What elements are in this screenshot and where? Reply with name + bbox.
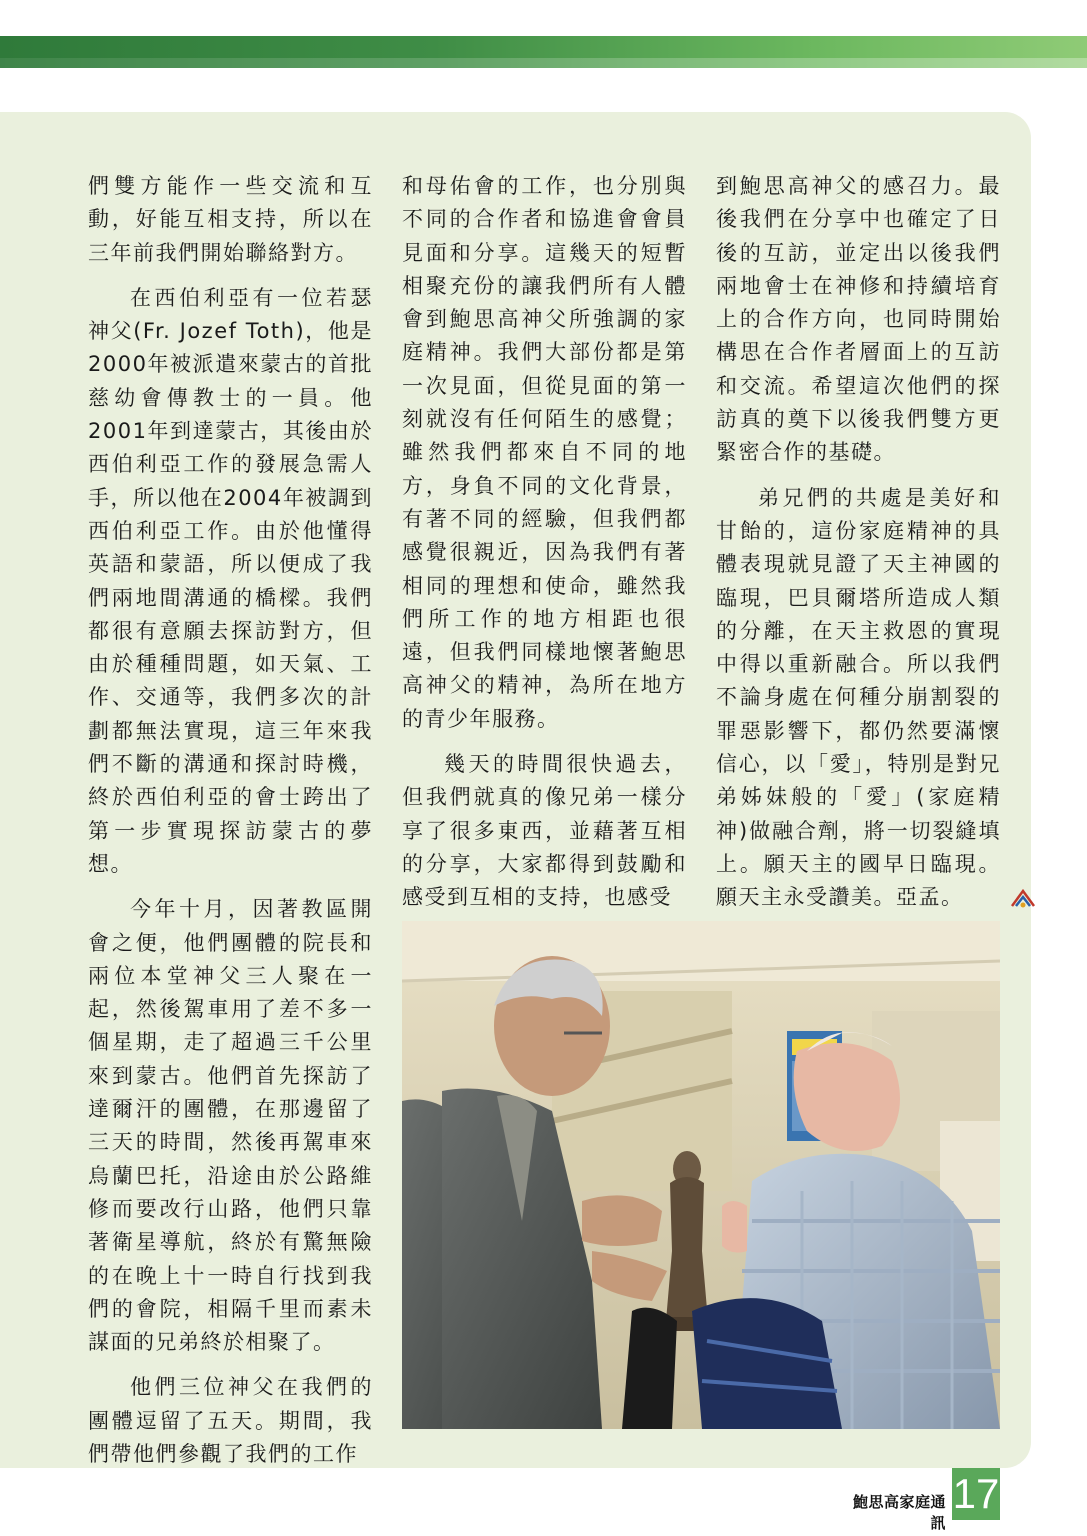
paragraph: 在西伯利亞有一位若瑟神父(Fr. Jozef Toth)，他是2000年被派遣來蒙古的首批慈幼會傳教士的一員。他2001年到達蒙古，其後由於西伯利亞工作的發展急需人手，所以他在2004年被調到西伯利亞工作。由於他懂得英語和蒙語，所以便成了我們兩地間溝通的橋樑。我們都很有意願去探訪對方，但由於種種問題，如天氣、工作、交通等，我們多次的計劃都無法實現，這三年來我們不斷的溝通和探討時機，終於西伯利亞的會士跨出了第一步實現探訪蒙古的夢想。: [88, 285, 373, 876]
paragraph: 今年十月，因著教區開會之便，他們團體的院長和兩位本堂神父三人聚在一起，然後駕車用了差不多一個星期，走了超過三千公里來到蒙古。他們首先探訪了達爾汗的團體，在那邊留了三天的時間，然後再駕車來烏蘭巴托，沿途由於公路維修而要改行山路，他們只靠著衛星導航，終於有驚無險的在晚上十一時自行找到我們的會院，相隔千里而素未謀面的兄弟終於相聚了。: [88, 897, 373, 1355]
photo-two-priests-statue: [402, 921, 1000, 1429]
end-mark-icon: [968, 887, 994, 909]
header-band-highlight: [0, 58, 1087, 68]
paragraph-text: 弟兄們的共處是美好和甘飴的，這份家庭精神的具體表現就見證了天主神國的臨現，巴貝爾塔所造成人類的分離，在天主救恩的實現中得以重新融合。所以我們不論身處在何種分崩割裂的罪惡影響下，都仍然要滿懷信心，以「愛」，特別是對兄弟姊妹般的「愛」(家庭精神)做融合劑，將一切裂縫填上。願天主的國早日臨現。願天主永受讚美。亞孟。: [716, 485, 1001, 910]
article-column-2: [402, 170, 687, 915]
paragraph: 和母佑會的工作，也分別與不同的合作者和協進會會員見面和分享。這幾天的短暫相聚充份的讓我們所有人體會到鮑思高神父所強調的家庭精神。我們大部份都是第一次見面，但從見面的第一刻就沒有任何陌生的感覺；雖然我們都來自不同的地方，身負不同的文化背景，有著不同的經驗，但我們都感覺很親近，因為我們有著相同的理想和使命，雖然我們所工作的地方相距也很遠，但我們同樣地懷著鮑思高神父的精神，為所在地方的青少年服務。: [402, 174, 687, 731]
paragraph: [716, 482, 1001, 915]
paragraph: 們雙方能作一些交流和互動，好能互相支持，所以在三年前我們開始聯絡對方。: [88, 174, 373, 265]
paragraph: 他們三位神父在我們的團體逗留了五天。期間，我們帶他們參觀了我們的工作: [88, 1375, 373, 1466]
page-number: 17: [952, 1468, 1000, 1520]
photo-illustration: [402, 921, 1000, 1429]
article-column-1: [88, 170, 373, 1471]
publication-title: 鮑思高家庭通訊: [852, 1493, 946, 1532]
article-column-3: [716, 170, 1001, 915]
paragraph: 幾天的時間很快過去，但我們就真的像兄弟一樣分享了很多東西，並藉著互相的分享，大家都得到鼓勵和感受到互相的支持，也感受: [402, 752, 687, 910]
paragraph: 到鮑思高神父的感召力。最後我們在分享中也確定了日後的互訪，並定出以後我們兩地會士在神修和持續培育上的合作方向，也同時開始構思在合作者層面上的互訪和交流。希望這次他們的探訪真的奠下以後我們雙方更緊密合作的基礎。: [716, 174, 1001, 465]
